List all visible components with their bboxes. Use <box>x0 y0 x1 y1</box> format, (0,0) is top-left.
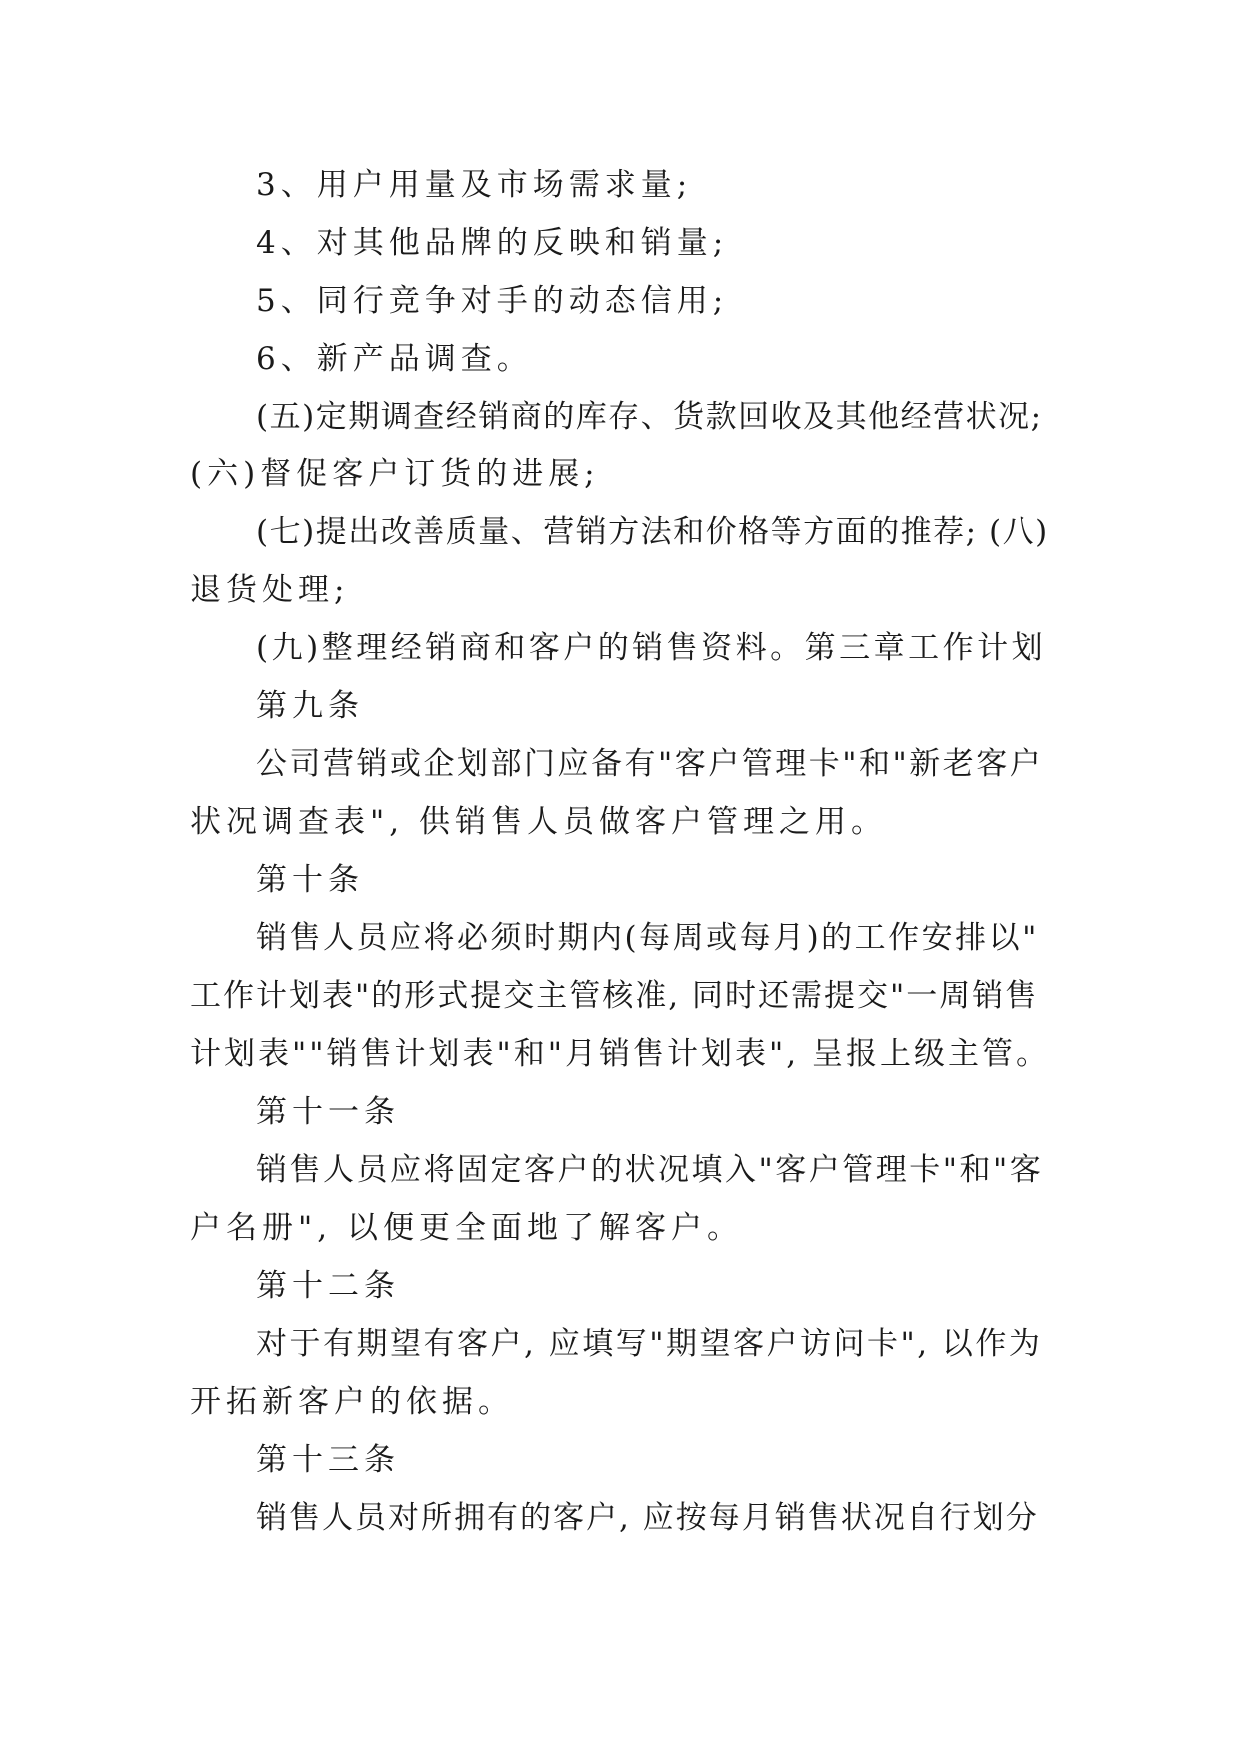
article-12-heading: 第十二条 <box>256 1268 400 1304</box>
article-12-text-cont: 开拓新客户的依据。 <box>190 1384 514 1420</box>
clause-5: (五)定期调查经销商的库存、货款回收及其他经营状况; <box>256 399 1043 435</box>
article-11-text: 销售人员应将固定客户的状况填入"客户管理卡"和"客 <box>256 1152 1044 1188</box>
list-item-6: 6、新产品调查。 <box>256 341 533 377</box>
clause-6: (六)督促客户订货的进展; <box>190 456 600 492</box>
list-item-5: 5、同行竞争对手的动态信用; <box>256 283 729 319</box>
article-10-text-cont-2: 计划表""销售计划表"和"月销售计划表", 呈报上级主管。 <box>190 1036 1050 1072</box>
article-11-heading: 第十一条 <box>256 1094 400 1130</box>
article-10-text: 销售人员应将必须时期内(每周或每月)的工作安排以" <box>256 920 1039 956</box>
clause-8-continuation: 退货处理; <box>190 572 350 608</box>
clause-9: (九)整理经销商和客户的销售资料。第三章工作计划 <box>256 630 1047 666</box>
article-9-heading: 第九条 <box>256 688 364 724</box>
article-9-text-cont: 状况调查表", 供销售人员做客户管理之用。 <box>190 804 887 840</box>
clause-7: (七)提出改善质量、营销方法和价格等方面的推荐; (八) <box>256 514 1049 550</box>
article-10-heading: 第十条 <box>256 862 364 898</box>
article-9-text: 公司营销或企划部门应备有"客户管理卡"和"新老客户 <box>256 746 1044 782</box>
article-12-text: 对于有期望有客户, 应填写"期望客户访问卡", 以作为 <box>256 1326 1043 1362</box>
list-item-3: 3、用户用量及市场需求量; <box>256 167 693 203</box>
article-13-heading: 第十三条 <box>256 1442 400 1478</box>
article-13-text: 销售人员对所拥有的客户, 应按每月销售状况自行划分 <box>256 1500 1039 1536</box>
article-10-text-cont-1: 工作计划表"的形式提交主管核准, 同时还需提交"一周销售 <box>190 978 1039 1014</box>
list-item-4: 4、对其他品牌的反映和销量; <box>256 225 729 261</box>
article-11-text-cont: 户名册", 以便更全面地了解客户。 <box>190 1210 743 1246</box>
